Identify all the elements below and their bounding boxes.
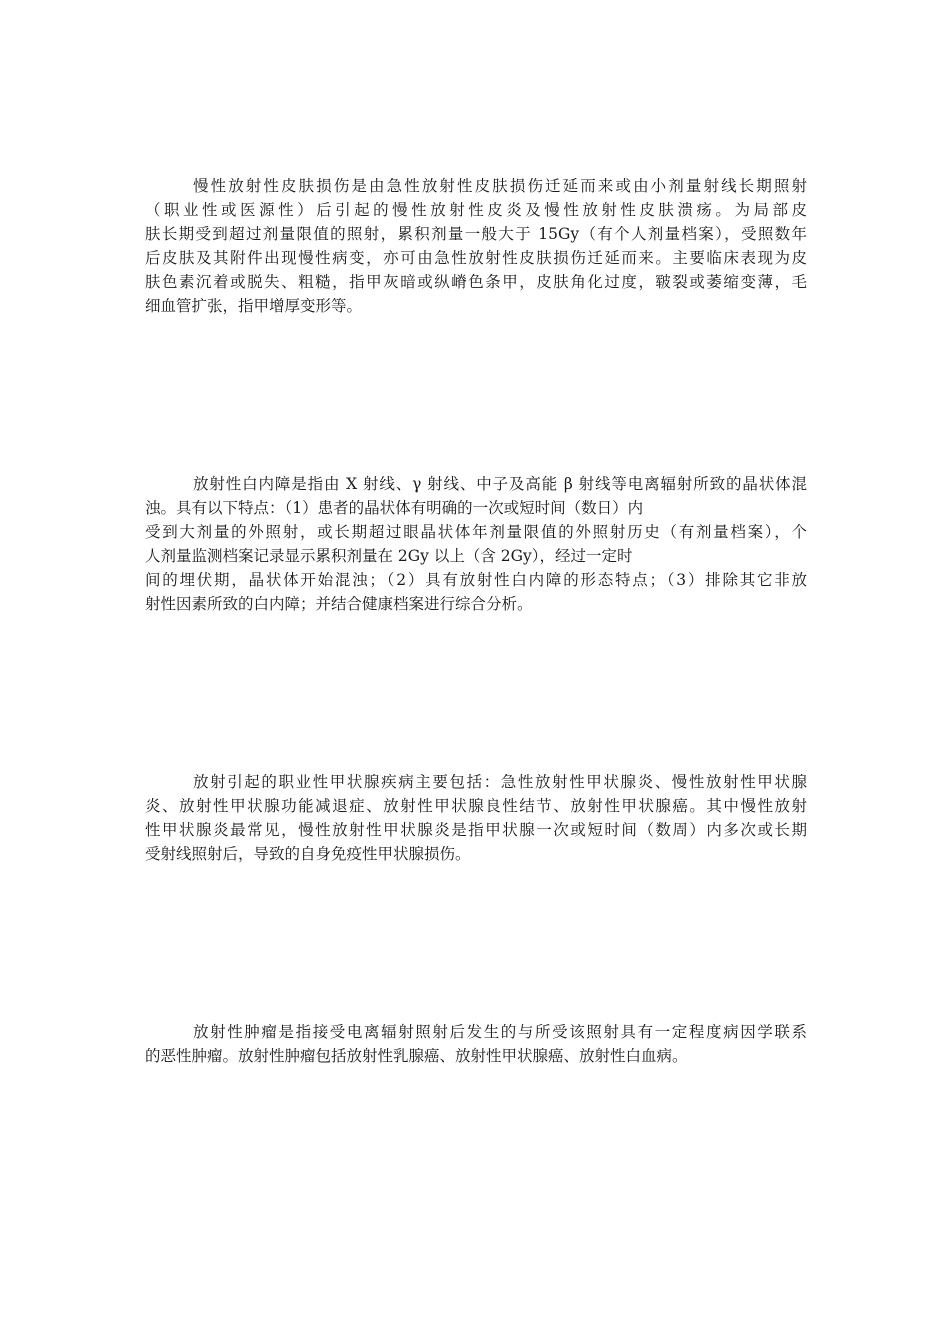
text-line: 放射性肿瘤是指接受电离辐射照射后发生的与所受该照射具有一定程度病因学联系 <box>193 1023 807 1041</box>
text-line: 射性因素所致的白内障；并结合健康档案进行综合分析。 <box>145 595 533 613</box>
text-line: 细血管扩张，指甲增厚变形等。 <box>145 297 363 315</box>
text-line: 后皮肤及其附件出现慢性病变，亦可由急性放射性皮肤损伤迁延而来。主要临床表现为皮 <box>145 249 807 267</box>
paragraph-chronic-radiation-skin-injury <box>145 174 807 318</box>
paragraph-radiation-tumor <box>145 1020 807 1068</box>
text-line: （职业性或医源性）后引起的慢性放射性皮炎及慢性放射性皮肤溃疡。为局部皮 <box>145 201 807 219</box>
text-line: 炎、放射性甲状腺功能减退症、放射性甲状腺良性结节、放射性甲状腺癌。其中慢性放射 <box>145 797 807 815</box>
text-line: 肤长期受到超过剂量限值的照射，累积剂量一般大于 15Gy（有个人剂量档案），受照数年 <box>145 225 807 243</box>
paragraph-radiation-cataract <box>145 472 807 616</box>
text-line: 浊。具有以下特点：（1）患者的晶状体有明确的一次或短时间（数日）内 <box>145 499 644 517</box>
text-line: 放射引起的职业性甲状腺疾病主要包括：急性放射性甲状腺炎、慢性放射性甲状腺 <box>193 773 807 791</box>
text-line: 肤色素沉着或脱失、粗糙，指甲灰暗或纵嵴色条甲，皮肤角化过度，皲裂或萎缩变薄，毛 <box>145 273 807 291</box>
text-line: 性甲状腺炎最常见，慢性放射性甲状腺炎是指甲状腺一次或短时间（数周）内多次或长期 <box>145 821 807 839</box>
text-line: 的恶性肿瘤。放射性肿瘤包括放射性乳腺癌、放射性甲状腺癌、放射性白血病。 <box>145 1047 688 1065</box>
paragraph-radiation-thyroid-disease <box>145 770 807 866</box>
text-line: 间的埋伏期，晶状体开始混浊；（2）具有放射性白内障的形态特点；（3）排除其它非放 <box>145 571 807 589</box>
text-line: 人剂量监测档案记录显示累积剂量在 2Gy 以上（含 2Gy），经过一定时 <box>145 547 633 565</box>
text-line: 放射性白内障是指由 X 射线、γ 射线、中子及高能 β 射线等电离辐射所致的晶状体混 <box>193 475 807 493</box>
text-line: 受射线照射后，导致的自身免疫性甲状腺损伤。 <box>145 845 471 863</box>
text-line: 受到大剂量的外照射，或长期超过眼晶状体年剂量限值的外照射历史（有剂量档案），个 <box>145 523 807 541</box>
text-line: 慢性放射性皮肤损伤是由急性放射性皮肤损伤迁延而来或由小剂量射线长期照射 <box>193 177 807 195</box>
